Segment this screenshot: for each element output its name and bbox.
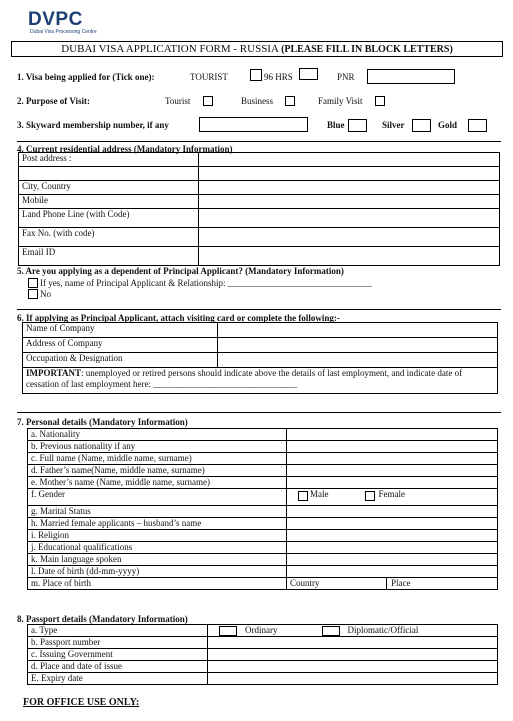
q1-label: 1. Visa being applied for (Tick one): [17,72,155,82]
birth-country-cell[interactable] [287,578,387,590]
personal-row-value[interactable] [287,566,498,578]
personal-row-value[interactable] [287,477,498,489]
q2-tourist-label: Tourist [165,96,191,106]
q7-label: 7. Personal details (Mandatory Information) [17,417,188,427]
personal-row-label: c. Full name (Name, middle name, surname) [28,453,287,465]
address-row-value[interactable] [199,167,500,181]
birth-place-cell[interactable] [387,578,498,590]
gender-female-label: Female [378,489,405,500]
office-use-label: FOR OFFICE USE ONLY: [23,697,140,708]
personal-row-value[interactable] [287,429,498,441]
dvpc-logo: DVPC [28,9,83,30]
personal-row-label: h. Married female applicants – husband’s name [28,518,287,530]
passport-row-value[interactable] [208,661,498,673]
skyward-number-input[interactable] [199,117,308,132]
q2-business-checkbox[interactable] [285,96,295,106]
q2-tourist-checkbox[interactable] [203,96,213,106]
q5-no-label: No [40,289,51,299]
passport-row-value[interactable] [208,649,498,661]
address-row-label: Land Phone Line (with Code) [19,209,199,228]
company-row-label: Occupation & Designation [23,353,218,368]
q3-gold-label: Gold [438,120,458,130]
passport-type-options [208,625,498,637]
gender-female-checkbox[interactable] [365,491,375,501]
q1-tourist-checkbox[interactable] [250,69,262,81]
q3-silver-label: Silver [382,120,405,130]
divider [17,141,501,142]
birth-place-label: Place [391,578,411,588]
gender-male-checkbox[interactable] [298,491,308,501]
company-row-label: Name of Company [23,323,218,338]
q3-gold-checkbox[interactable] [468,119,487,132]
address-row-value[interactable] [199,181,500,195]
address-row-label [19,167,199,181]
q1-tourist-label: TOURIST [190,72,228,82]
q3-silver-checkbox[interactable] [412,119,431,132]
address-row-label: Mobile [19,195,199,209]
personal-row-label: d. Father’s name(Name, middle name, surname) [28,465,287,477]
q2-business-label: Business [241,96,274,106]
address-row-value[interactable] [199,247,500,266]
personal-row-value[interactable] [287,453,498,465]
company-row-value[interactable] [218,323,498,338]
q1-96hrs-checkbox[interactable] [299,68,318,80]
q6-label-end: - [336,313,340,323]
q6-label-underlined: attach visiting card or complete the following: [160,313,337,323]
personal-row-label: g. Marital Status [28,506,287,518]
q5-no-checkbox[interactable] [28,289,38,299]
company-row-label: Address of Company [23,338,218,353]
birth-country-label: Country [290,578,320,588]
company-table [22,322,498,394]
q2-family-checkbox[interactable] [375,96,385,106]
q2-family-label: Family Visit [318,96,363,106]
personal-row-value[interactable] [287,530,498,542]
address-row-label: City, Country [19,181,199,195]
q2-label: 2. Purpose of Visit: [17,96,90,106]
personal-row-label: i. Religion [28,530,287,542]
personal-row-label: j. Educational qualifications [28,542,287,554]
q1-96hrs-label: 96 HRS [264,72,293,82]
personal-row-value[interactable] [287,554,498,566]
q6-label-start: 6. If applying as Principal Applicant, [17,313,161,323]
company-row-value[interactable] [218,338,498,353]
q5-yes-checkbox[interactable] [28,278,38,288]
personal-row-value[interactable] [287,506,498,518]
passport-row-label: E. Expiry date [28,673,208,685]
important-bold: IMPORTANT [26,368,82,378]
passport-row-label: c. Issuing Government [28,649,208,661]
q3-blue-label: Blue [327,120,345,130]
passport-row-label: a. Type [28,625,208,637]
gender-options [287,489,498,506]
personal-row-label: b. Previous nationality if any [28,441,287,453]
address-row-label: Fax No. (with code) [19,228,199,247]
form-title-text: DUBAI VISA APPLICATION FORM - RUSSIA [61,43,279,55]
address-row-value[interactable] [199,209,500,228]
q4-label: 4. Current residential address (Mandatory Information) [17,144,233,154]
company-row-value[interactable] [218,353,498,368]
q1-pnr-label: PNR [337,72,355,82]
passport-ordinary-checkbox[interactable] [219,626,237,636]
gender-male-label: Male [310,489,329,500]
personal-row-value[interactable] [287,518,498,530]
address-table [18,152,500,266]
personal-row-label: f. Gender [28,489,287,506]
personal-row-label: k. Main language spoken [28,554,287,566]
q1-pnr-input[interactable] [367,69,455,84]
important-note [23,368,498,394]
passport-diplomatic-label: Diplomatic/Official [347,625,419,635]
passport-row-value[interactable] [208,637,498,649]
q8-label: 8. Passport details (Mandatory Information) [17,614,188,624]
personal-row-value[interactable] [287,542,498,554]
address-row-label: Post address : [19,153,199,167]
address-row-value[interactable] [199,228,500,247]
address-row-label: Email ID [19,247,199,266]
address-row-value[interactable] [199,153,500,167]
q3-label: 3. Skyward membership number, if any [17,120,169,130]
form-title-note: (PLEASE FILL IN BLOCK LETTERS) [281,44,453,55]
address-row-value[interactable] [199,195,500,209]
personal-row-label: e. Mother’s name (Name, middle name, surname) [28,477,287,489]
personal-table [27,428,498,590]
passport-diplomatic-checkbox[interactable] [322,626,340,636]
q3-blue-checkbox[interactable] [348,119,367,132]
personal-row-value[interactable] [287,441,498,453]
logo-subtitle: Dubai Visa Processing Centre [30,29,97,35]
divider [17,412,501,413]
passport-table [27,624,498,685]
personal-row-label: l. Date of birth (dd-mm-yyyy) [28,566,287,578]
important-text: : unemployed or retired persons should indicate above the details of last employment, and indicate date of cessation of last employment here: ________________________________ [26,368,463,389]
q5-yes-label: If yes, name of Principal Applicant & Relationship: ________________________________ [40,278,372,288]
passport-row-label: b. Passport number [28,637,208,649]
personal-row-label: m. Place of birth [28,578,287,590]
divider [17,309,501,310]
passport-ordinary-label: Ordinary [245,625,278,635]
passport-row-label: d. Place and date of issue [28,661,208,673]
form-title [11,41,503,57]
personal-row-label: a. Nationality [28,429,287,441]
q5-label: 5. Are you applying as a dependent of Principal Applicant? (Mandatory Information) [17,266,344,276]
personal-row-value[interactable] [287,465,498,477]
passport-row-value[interactable] [208,673,498,685]
